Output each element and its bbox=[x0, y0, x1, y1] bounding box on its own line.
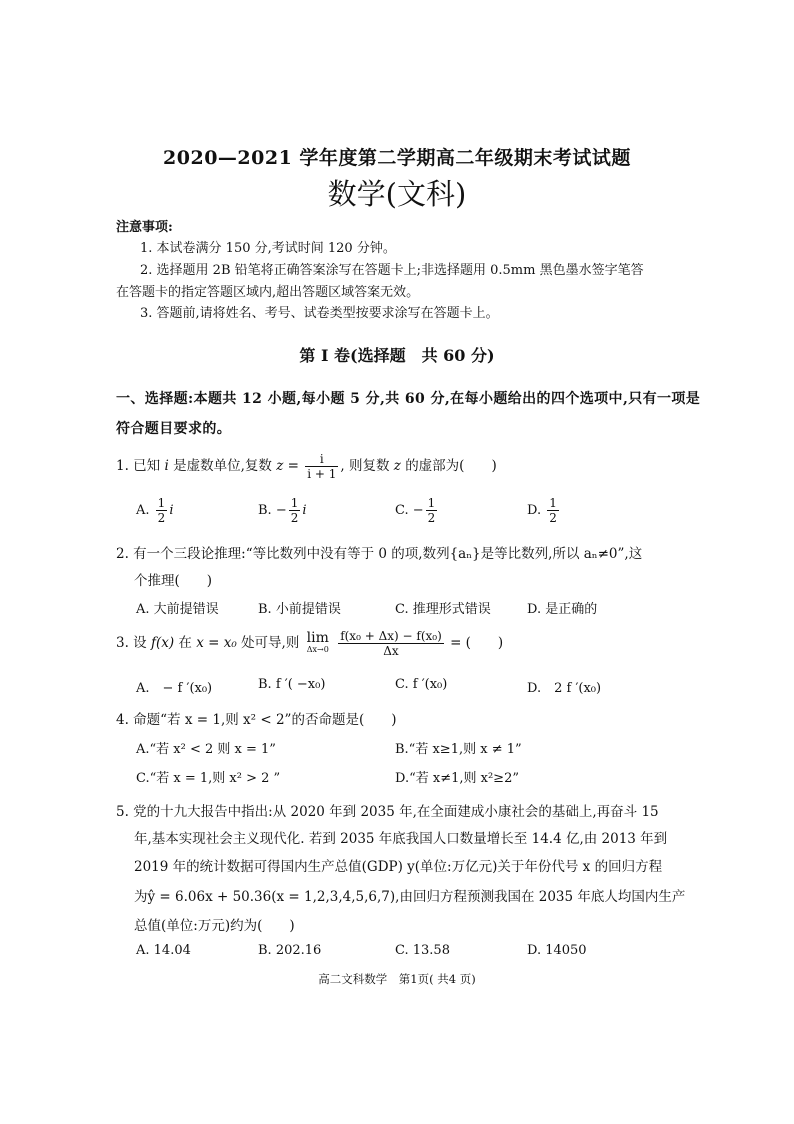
q3-option-c[interactable]: C. f ′(x₀) bbox=[395, 677, 448, 692]
q1-text: 的虚部为( ) bbox=[405, 458, 497, 474]
q1-text: 则复数 bbox=[348, 458, 390, 474]
q4-option-c[interactable]: C.“若 x = 1,则 x² > 2 ” bbox=[136, 771, 281, 786]
q1-option-b[interactable]: B. − $\frac{1}{2}$ i bbox=[258, 496, 307, 525]
q3-option-d[interactable]: D. 2 f ′(x₀) bbox=[527, 681, 602, 696]
q3-option-b[interactable]: B. f ′( −x₀) bbox=[258, 677, 326, 692]
page-footer: 高二文科数学 第1页( 共4 页) bbox=[318, 972, 476, 986]
question-5-stem: 年,基本实现社会主义现代化. 若到 2035 年底我国人口数量增长至 14.4 亿,由 2013 年到 bbox=[134, 831, 668, 847]
q2-option-d[interactable]: D. 是正确的 bbox=[527, 602, 598, 617]
section-title: 第 I 卷(选择题 共 60 分) bbox=[299, 346, 495, 365]
note-item: 3. 答题前,请将姓名、考号、试卷类型按要求涂写在答题卡上。 bbox=[140, 306, 499, 321]
q1-option-a[interactable]: A. $\frac{1}{2}$ i bbox=[136, 496, 174, 525]
q4-option-b[interactable]: B.“若 x≥1,则 x ≠ 1” bbox=[395, 742, 522, 757]
question-2-stem: 个推理( ) bbox=[134, 573, 213, 589]
q5-option-d[interactable]: D. 14050 bbox=[527, 943, 587, 958]
question-5-stem: 2019 年的统计数据可得国内生产总值(GDP) y(单位:万亿元)关于年份代号 x 的回归方程 bbox=[134, 859, 663, 875]
q1-fraction: $\frac{i}{i + 1}$ bbox=[307, 452, 337, 481]
q5-option-a[interactable]: A. 14.04 bbox=[136, 943, 191, 958]
q1-prefix: 1. 已知 bbox=[116, 458, 161, 474]
question-5-stem: 5. 党的十九大报告中指出:从 2020 年到 2035 年,在全面建成小康社会的基础上,再奋斗 15 bbox=[116, 804, 659, 820]
q4-option-d[interactable]: D.“若 x≠1,则 x²≥2” bbox=[395, 771, 519, 786]
note-item: 2. 选择题用 2B 铅笔将正确答案涂写在答题卡上;非选择题用 0.5mm 黑色墨水签字笔答 bbox=[140, 263, 644, 278]
note-item: 在答题卡的指定答题区域内,超出答题区域答案无效。 bbox=[116, 285, 420, 300]
question-2-stem: 2. 有一个三段论推理:“等比数列中没有等于 0 的项,数列{aₙ}是等比数列,所以 aₙ≠0”,这 bbox=[116, 546, 643, 562]
q1-text: 是虚数单位,复数 bbox=[173, 458, 272, 474]
question-3-stem: 3. 设 f(x) 在 x = x₀ 处可导,则 lim Δx→0 $\frac{\text{f(x₀ + Δx) − f(x₀)}}{\Delta x}$ = ( ) bbox=[116, 629, 504, 658]
question-1-stem: 1. 已知 i 是虚数单位,复数 z = $\frac{i}{i + 1}$ , 则复数 z 的虚部为( ) bbox=[116, 452, 497, 481]
exam-subject: 数学(文科) bbox=[327, 177, 467, 211]
q2-option-c[interactable]: C. 推理形式错误 bbox=[395, 602, 491, 617]
q3-fraction: $\frac{\text{f(x₀ + Δx) − f(x₀)}}{\Delta x}$ bbox=[340, 629, 442, 658]
q2-option-b[interactable]: B. 小前提错误 bbox=[258, 602, 341, 617]
q3-option-a[interactable]: A. − f ′(x₀) bbox=[136, 681, 213, 696]
question-4-stem: 4. 命题“若 x = 1,则 x² < 2”的否命题是( ) bbox=[116, 712, 397, 728]
notes-heading: 注意事项: bbox=[116, 220, 173, 235]
question-5-stem: 总值(单位:万元)约为( ) bbox=[134, 918, 295, 934]
section-intro: 一、选择题:本题共 12 小题,每小题 5 分,共 60 分,在每小题给出的四个选项中,只有一项是 bbox=[116, 391, 701, 407]
q1-option-c[interactable]: C. − $\frac{1}{2}$ bbox=[395, 496, 436, 525]
q5-option-b[interactable]: B. 202.16 bbox=[258, 943, 322, 958]
q1-option-d[interactable]: D. $\frac{1}{2}$ bbox=[527, 496, 557, 525]
q5-option-c[interactable]: C. 13.58 bbox=[395, 943, 450, 958]
section-intro: 符合题目要求的。 bbox=[116, 421, 232, 437]
question-5-stem: 为ŷ = 6.06x + 50.36(x = 1,2,3,4,5,6,7),由回归方程预测我国在 2035 年底人均国内生产 bbox=[134, 889, 686, 905]
q2-option-a[interactable]: A. 大前提错误 bbox=[136, 602, 219, 617]
q4-option-a[interactable]: A.“若 x² < 2 则 x = 1” bbox=[136, 742, 276, 757]
note-item: 1. 本试卷满分 150 分,考试时间 120 分钟。 bbox=[140, 241, 396, 256]
q3-limit: lim Δx→0 bbox=[306, 629, 329, 654]
exam-title: 2020—2021 学年度第二学期高二年级期末考试试题 bbox=[163, 147, 631, 169]
